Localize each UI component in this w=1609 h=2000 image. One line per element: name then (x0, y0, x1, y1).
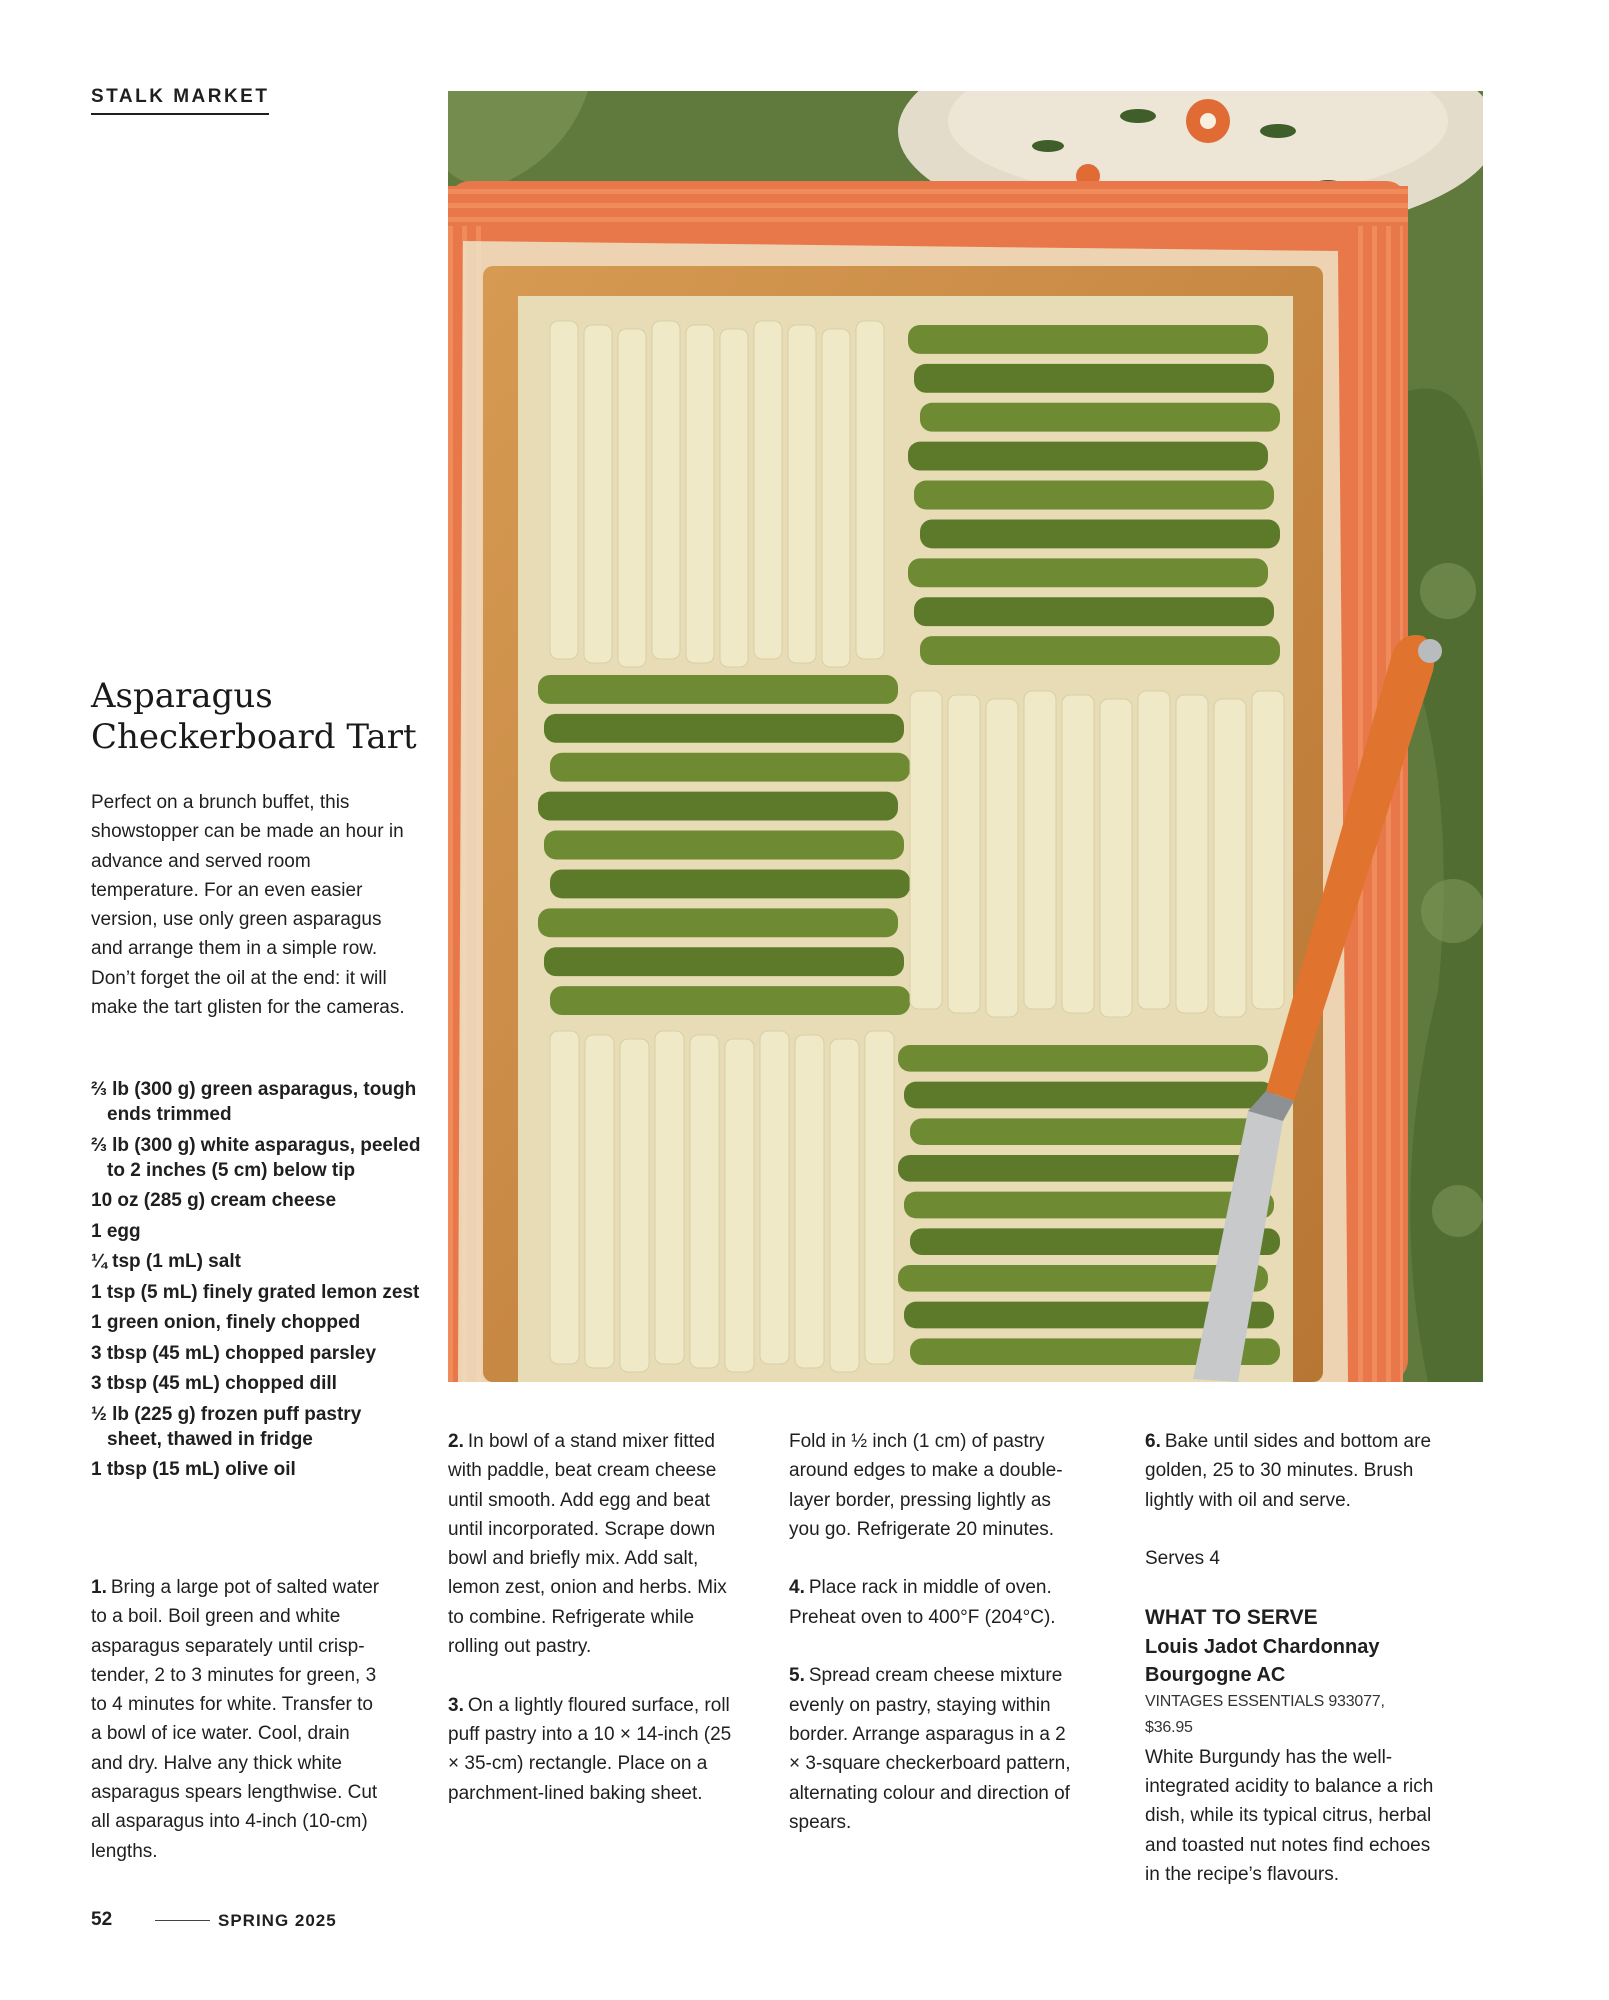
section-label: STALK MARKET (91, 86, 269, 115)
white-asparagus-spear (795, 1035, 824, 1368)
white-asparagus-spear (856, 321, 884, 659)
white-asparagus-spear (618, 329, 646, 667)
white-asparagus-spear (986, 699, 1018, 1017)
green-asparagus-spear (920, 636, 1280, 665)
step-4: 4. Place rack in middle of oven. Preheat oven to 400°F (204°C). (789, 1577, 1056, 1628)
ingredient-item: 3 tbsp (45 mL) chopped parsley (91, 1342, 377, 1364)
white-asparagus-spear (725, 1039, 754, 1372)
steps-column-2 (448, 1427, 738, 1837)
green-asparagus-spear (908, 442, 1268, 471)
serves: Serves 4 (1145, 1548, 1220, 1570)
ingredient-item: ¼ tsp (1 mL) salt (91, 1251, 241, 1272)
green-asparagus-spear (898, 1045, 1268, 1072)
green-asparagus-spear (920, 403, 1280, 432)
wine-product-info: VINTAGES ESSENTIALS 933077, $36.95 (1145, 1692, 1385, 1736)
white-asparagus-spear (1062, 695, 1094, 1013)
green-asparagus-spear (544, 831, 904, 860)
white-asparagus-spear (720, 329, 748, 667)
page-number: 52 (91, 1909, 113, 1930)
ingredient-item: 1 tsp (5 mL) finely grated lemon zest (91, 1281, 420, 1303)
step-3: 3. On a lightly floured surface, roll puff pastry into a 10 × 14-inch (25 × 35-cm) rectangle. Place on a parchment-lined baking sheet. (448, 1694, 732, 1804)
green-asparagus-spear (550, 869, 910, 898)
green-asparagus-spear (898, 1155, 1268, 1182)
white-asparagus-spear (822, 329, 850, 667)
white-asparagus-spear (1138, 691, 1170, 1009)
ingredient-item: ⅔ lb (300 g) white asparagus, peeled to 2 inches (5 cm) below tip (91, 1134, 421, 1181)
green-asparagus-spear (550, 986, 910, 1015)
recipe-intro: Perfect on a brunch buffet, this showstopper can be made an hour in advance and served room temperature. For an even easier version, use only green asparagus and arrange them in a simple row. Don’t forget the oil at the end: it will make the tart glisten for the cameras. (91, 792, 405, 1019)
green-asparagus-spear (904, 1082, 1274, 1109)
recipe-title: Asparagus Checkerboard Tart (91, 676, 417, 757)
what-to-serve-heading: WHAT TO SERVE (1145, 1605, 1318, 1629)
issue-label: SPRING 2025 (218, 1911, 337, 1930)
ingredient-item: 1 egg (91, 1220, 141, 1242)
green-asparagus-spear (538, 908, 898, 937)
green-asparagus-spear (920, 519, 1280, 548)
green-asparagus-spear (910, 1118, 1280, 1145)
white-asparagus-spear (948, 695, 980, 1013)
step-5: 5. Spread cream cheese mixture evenly on pastry, staying within border. Arrange asparagus in a 2 × 3-square checkerboard pattern, alternating colour and direction of spears. (789, 1665, 1071, 1833)
green-asparagus-spear (914, 364, 1274, 393)
white-asparagus-spear (754, 321, 782, 659)
white-asparagus-spear (1214, 699, 1246, 1017)
green-asparagus-spear (914, 597, 1274, 626)
green-asparagus-spear (550, 753, 910, 782)
ingredient-list (91, 1077, 421, 1488)
white-asparagus-spear (686, 325, 714, 663)
white-asparagus-spear (830, 1039, 859, 1372)
step-2: 2. In bowl of a stand mixer fitted with paddle, beat cream cheese until smooth. Add egg and beat until incorporated. Scrape down bowl and briefly mix. Add salt, lemon zest, onion and herbs. Mix to combine. Refrigerate while rolling out pastry. (448, 1431, 727, 1658)
steps-column-1 (91, 1573, 381, 1895)
step-1: 1. Bring a large pot of salted water to a boil. Boil green and white asparagus separately until crisp-tender, 2 to 3 minutes for green, 3 to 4 minutes for white. Transfer to a bowl of ice water. Cool, drain and dry. Halve any thick white asparagus spears lengthwise. Cut all asparagus into 4-inch (10-cm) lengths. (91, 1577, 380, 1862)
green-asparagus-spear (908, 325, 1268, 354)
ingredient-item: ½ lb (225 g) frozen puff pastry sheet, thawed in fridge (91, 1403, 362, 1450)
green-asparagus-spear (908, 558, 1268, 587)
green-asparagus-spear (914, 481, 1274, 510)
ingredient-item: 10 oz (285 g) cream cheese (91, 1190, 337, 1211)
white-asparagus-spear (690, 1035, 719, 1368)
steps-column-3 (789, 1427, 1079, 1866)
green-asparagus-spear (544, 714, 904, 743)
white-asparagus-spear (788, 325, 816, 663)
step-3-continued: Fold in ½ inch (1 cm) of pastry around edges to make a double-layer border, pressing lightly as you go. Refrigerate 20 minutes. (789, 1431, 1063, 1540)
white-asparagus-spear (1100, 699, 1132, 1017)
steps-column-4 (1145, 1427, 1435, 1889)
white-asparagus-spear (585, 1035, 614, 1368)
white-asparagus-spear (550, 1031, 579, 1364)
white-asparagus-spear (865, 1031, 894, 1364)
step-6: 6. Bake until sides and bottom are golden, 25 to 30 minutes. Brush lightly with oil and serve. (1145, 1431, 1432, 1511)
white-asparagus-spear (910, 691, 942, 1009)
green-asparagus-spear (538, 792, 898, 821)
white-asparagus-spear (620, 1039, 649, 1372)
white-asparagus-spear (1024, 691, 1056, 1009)
green-asparagus-spear (538, 675, 898, 704)
ingredient-item: 1 green onion, finely chopped (91, 1312, 361, 1333)
recipe-photo (448, 91, 1483, 1382)
white-asparagus-spear (1176, 695, 1208, 1013)
white-asparagus-spear (655, 1031, 684, 1364)
wine-name: Louis Jadot Chardonnay Bourgogne AC (1145, 1635, 1380, 1686)
ingredient-item: ⅔ lb (300 g) green asparagus, tough ends trimmed (91, 1079, 417, 1125)
white-asparagus-spear (550, 321, 578, 659)
white-asparagus-spear (584, 325, 612, 663)
green-asparagus-spear (904, 1192, 1274, 1219)
white-asparagus-spear (1252, 691, 1284, 1009)
wine-note: White Burgundy has the well-integrated acidity to balance a rich dish, while its typical citrus, herbal and toasted nut notes find echoes in the recipe’s flavours. (1145, 1746, 1434, 1885)
ingredient-item: 1 tbsp (15 mL) olive oil (91, 1459, 296, 1480)
ingredient-item: 3 tbsp (45 mL) chopped dill (91, 1373, 337, 1394)
white-asparagus-spear (760, 1031, 789, 1364)
footer-rule (155, 1920, 210, 1921)
white-asparagus-spear (652, 321, 680, 659)
green-asparagus-spear (544, 947, 904, 976)
